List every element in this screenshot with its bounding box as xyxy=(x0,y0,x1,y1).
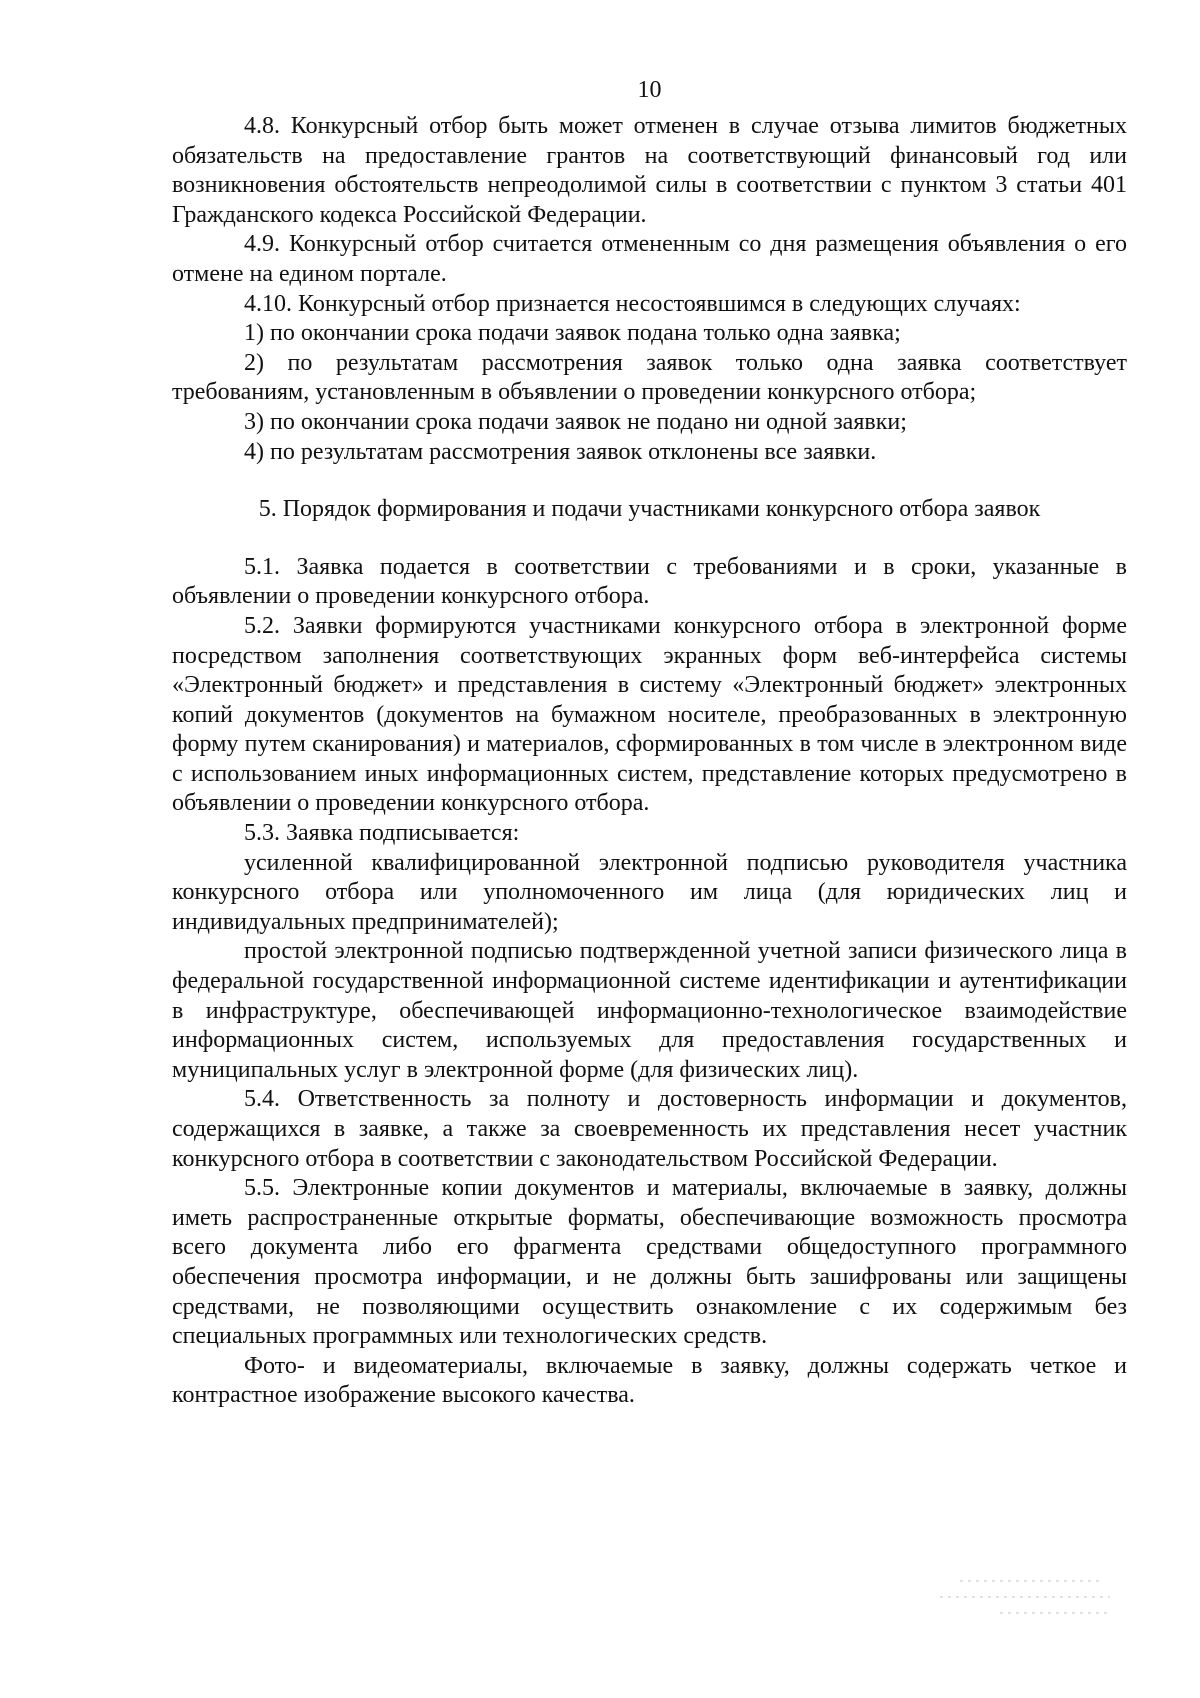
scan-artifact xyxy=(940,1580,1120,1650)
paragraph-5-5: 5.5. Электронные копии документов и материалы, включаемые в заявку, должны иметь распространенные открытые форматы, обеспечивающие возможность просмотра всего документа либо его фрагмента средствами общедоступного программного обеспечения просмотра информации, и не должны быть зашифрованы или защищены средствами, не позволяющими осуществить ознакомление с их содержимым без специальных программных или технологических средств. xyxy=(172,1175,1127,1350)
section-heading: 5. Порядок формирования и подачи участниками конкурсного отбора заявок xyxy=(258,496,1041,523)
paragraph-photo-video: Фото- и видеоматериалы, включаемые в заявку, должны содержать четкое и контрастное изображение высокого качества. xyxy=(172,1352,1127,1409)
list-item-2: 2) по результатам рассмотрения заявок только одна заявка соответствует требованиям, установленным в объявлении о проведении конкурсного отбора; xyxy=(172,349,1127,406)
signature-option-qualified: усиленной квалифицированной электронной подписью руководителя участника конкурсного отбора или уполномоченного им лица (для юридических лиц и индивидуальных предпринимателей); xyxy=(172,849,1127,935)
page-number: 10 xyxy=(637,77,662,103)
paragraph-5-1: 5.1. Заявка подается в соответствии с требованиями и в сроки, указанные в объявлении о проведении конкурсного отбора. xyxy=(172,553,1127,610)
list-item-4: 4) по результатам рассмотрения заявок отклонены все заявки. xyxy=(244,438,877,465)
paragraph-4-8: 4.8. Конкурсный отбор быть может отменен в случае отзыва лимитов бюджетных обязательств на предоставление грантов на соответствующий финансовый год или возникновения обстоятельств непреодолимой силы в соответствии с пунктом 3 статьи 401 Гражданского кодекса Российской Федерации. xyxy=(172,113,1127,228)
paragraph-4-9: 4.9. Конкурсный отбор считается отмененным со дня размещения объявления о его отмене на едином портале. xyxy=(172,231,1127,287)
paragraph-5-2: 5.2. Заявки формируются участниками конкурсного отбора в электронной форме посредством заполнения соответствующих экранных форм веб-интерфейса системы «Электронный бюджет» и представления в систему «Электронный бюджет» электронных копий документов (документов на бумажном носителе, преобразованных в электронную форму путем сканирования) и материалов, сформированных в том числе в электронном виде с использованием иных информационных систем, представление которых предусмотрено в объявлении о проведении конкурсного отбора. xyxy=(172,612,1127,817)
paragraph-5-3: 5.3. Заявка подписывается: xyxy=(244,820,520,847)
paragraph-4-10: 4.10. Конкурсный отбор признается несостоявшимся в следующих случаях: xyxy=(244,290,1021,317)
list-item-3: 3) по окончании срока подачи заявок не подано ни одной заявки; xyxy=(244,408,907,435)
paragraph-5-4: 5.4. Ответственность за полноту и достоверность информации и документов, содержащихся в заявке, а также за своевременность их представления несет участник конкурсного отбора в соответствии с законодательством Российской Федерации. xyxy=(172,1086,1127,1172)
document-page xyxy=(172,68,1127,1411)
signature-option-simple: простой электронной подписью подтвержденной учетной записи физического лица в федеральной государственной информационной системе идентификации и аутентификации в инфраструктуре, обеспечивающей информационно-технологическое взаимодействие информационных систем, используемых для предоставления государственных и муниципальных услуг в электронной форме (для физических лиц). xyxy=(172,938,1127,1083)
list-item-1: 1) по окончании срока подачи заявок подана только одна заявка; xyxy=(244,320,901,347)
